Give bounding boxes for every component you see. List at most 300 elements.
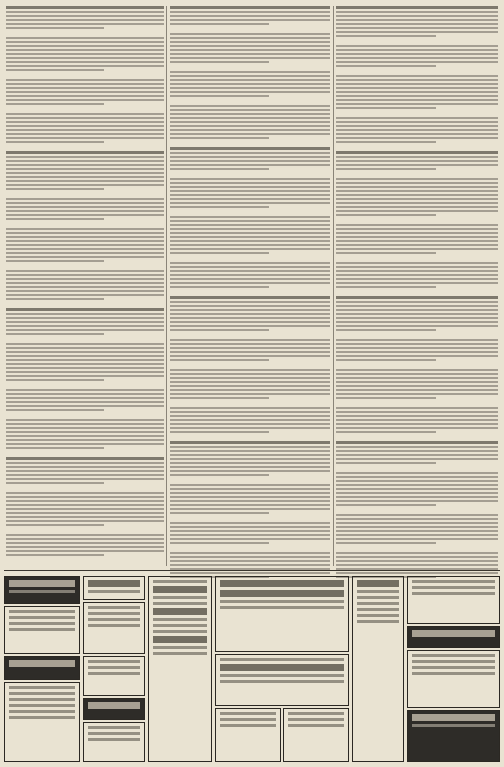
text-line: [170, 216, 330, 218]
text-line: [336, 65, 436, 67]
text-line: [6, 232, 164, 234]
text-line: [170, 530, 330, 532]
text-line: [170, 11, 330, 13]
text-line: [336, 87, 498, 89]
text-line: [6, 500, 164, 502]
text-line: [170, 534, 330, 536]
text-line: [336, 45, 498, 47]
text-line: [336, 504, 436, 506]
article-paragraph: [336, 296, 498, 331]
text-line: [6, 282, 164, 284]
text-line: [170, 564, 330, 566]
text-line: [336, 305, 498, 307]
text-line: [6, 260, 104, 262]
text-line: [336, 95, 498, 97]
text-line: [6, 431, 164, 433]
text-line: [170, 419, 330, 421]
text-line: [170, 274, 330, 276]
text-line: [336, 121, 498, 123]
text-line: [170, 190, 330, 192]
text-line: [170, 393, 330, 395]
text-line: [170, 301, 330, 303]
text-line: [6, 87, 164, 89]
text-line: [170, 224, 330, 226]
text-line: [170, 220, 330, 222]
text-line: [6, 504, 164, 506]
text-line: [336, 450, 498, 452]
text-line: [6, 333, 104, 335]
text-line: [6, 355, 164, 357]
text-line: [170, 61, 269, 63]
article-paragraph: [336, 369, 498, 399]
article-paragraph: [170, 407, 330, 433]
text-line: [336, 23, 498, 25]
article-column-2: [170, 6, 330, 566]
article-paragraph: [170, 552, 330, 578]
text-line: [170, 109, 330, 111]
text-line: [170, 232, 330, 234]
text-line: [336, 339, 498, 341]
text-line: [6, 462, 164, 464]
text-line: [336, 99, 498, 101]
article-paragraph: [6, 389, 164, 411]
text-line: [6, 447, 104, 449]
text-line: [170, 113, 330, 115]
text-line: [336, 522, 498, 524]
text-line: [336, 472, 498, 474]
text-line: [336, 91, 498, 93]
text-line: [6, 401, 164, 403]
text-line: [170, 53, 330, 55]
article-paragraph: [170, 339, 330, 361]
advertisement: [283, 708, 349, 762]
text-line: [336, 125, 498, 127]
text-line: [336, 325, 498, 327]
text-line: [336, 198, 498, 200]
text-line: [170, 152, 330, 154]
text-line: [6, 542, 164, 544]
text-line: [6, 129, 164, 131]
text-line: [6, 321, 164, 323]
article-paragraph: [6, 113, 164, 143]
text-line: [170, 75, 330, 77]
text-line: [170, 186, 330, 188]
text-line: [6, 325, 164, 327]
article-paragraph: [6, 79, 164, 105]
text-line: [336, 210, 498, 212]
text-line: [336, 27, 498, 29]
text-line: [170, 178, 330, 180]
article-paragraph: [336, 552, 498, 578]
text-line: [6, 121, 164, 123]
text-line: [170, 262, 330, 264]
text-line: [170, 266, 330, 268]
text-line: [170, 95, 269, 97]
text-line: [6, 99, 164, 101]
article-paragraph: [170, 178, 330, 208]
text-line: [6, 351, 164, 353]
text-line: [336, 488, 498, 490]
text-line: [336, 572, 498, 574]
advertisement: [407, 626, 500, 648]
article-paragraph: [336, 75, 498, 109]
text-line: [336, 236, 498, 238]
text-line: [336, 393, 498, 395]
article-paragraph: [336, 441, 498, 464]
advertisement: [407, 576, 500, 624]
text-line: [336, 301, 498, 303]
text-line: [336, 411, 498, 413]
text-line: [6, 367, 164, 369]
text-line: [336, 133, 498, 135]
text-line: [336, 190, 498, 192]
text-line: [170, 423, 330, 425]
text-line: [6, 308, 164, 311]
article-paragraph: [6, 534, 164, 556]
text-line: [6, 278, 164, 280]
text-line: [170, 317, 330, 319]
text-line: [336, 381, 498, 383]
text-line: [170, 454, 330, 456]
text-line: [6, 252, 164, 254]
text-line: [170, 87, 330, 89]
text-line: [336, 351, 498, 353]
text-line: [170, 19, 330, 21]
text-line: [170, 33, 330, 35]
text-line: [336, 431, 436, 433]
text-line: [336, 441, 498, 444]
text-line: [6, 156, 164, 158]
text-line: [6, 371, 164, 373]
text-line: [170, 202, 330, 204]
article-paragraph: [336, 45, 498, 67]
text-line: [170, 244, 330, 246]
advertisement: [83, 656, 145, 696]
text-line: [336, 286, 436, 288]
text-line: [6, 393, 164, 395]
text-line: [336, 214, 436, 216]
text-line: [6, 202, 164, 204]
text-line: [6, 214, 164, 216]
text-line: [170, 512, 269, 514]
text-line: [336, 240, 498, 242]
text-line: [336, 538, 498, 540]
article-paragraph: [336, 514, 498, 544]
text-line: [336, 224, 498, 226]
text-line: [336, 244, 498, 246]
text-line: [6, 15, 164, 17]
text-line: [336, 83, 498, 85]
text-line: [170, 446, 330, 448]
text-line: [170, 347, 330, 349]
article-paragraph: [6, 198, 164, 220]
text-line: [336, 500, 498, 502]
article-paragraph: [6, 37, 164, 71]
article-paragraph: [6, 228, 164, 262]
text-line: [6, 184, 164, 186]
text-line: [336, 296, 498, 299]
article-paragraph: [170, 369, 330, 399]
text-line: [6, 41, 164, 43]
text-line: [336, 79, 498, 81]
text-line: [170, 538, 330, 540]
text-line: [336, 321, 498, 323]
article-paragraph: [6, 492, 164, 526]
text-line: [170, 411, 330, 413]
text-line: [6, 137, 164, 139]
text-line: [170, 240, 330, 242]
article-paragraph: [170, 262, 330, 288]
text-line: [336, 15, 498, 17]
text-line: [170, 427, 330, 429]
text-line: [6, 457, 164, 460]
text-line: [6, 474, 164, 476]
article-paragraph: [6, 419, 164, 449]
text-line: [336, 397, 436, 399]
text-line: [336, 107, 436, 109]
text-line: [6, 176, 164, 178]
text-line: [170, 79, 330, 81]
text-line: [170, 407, 330, 409]
text-line: [6, 363, 164, 365]
article-paragraph: [170, 105, 330, 139]
text-line: [336, 458, 498, 460]
text-line: [336, 168, 436, 170]
article-paragraph: [170, 522, 330, 544]
text-line: [170, 156, 330, 158]
advertisement: [407, 650, 500, 708]
text-line: [6, 151, 164, 154]
text-line: [170, 415, 330, 417]
text-line: [6, 53, 164, 55]
text-line: [336, 278, 498, 280]
article-paragraph: [6, 270, 164, 300]
text-line: [336, 492, 498, 494]
text-line: [6, 317, 164, 319]
column-divider: [333, 6, 334, 566]
text-line: [6, 405, 164, 407]
article-paragraph: [336, 151, 498, 170]
text-line: [170, 6, 330, 9]
text-line: [170, 397, 269, 399]
text-line: [170, 57, 330, 59]
text-line: [6, 419, 164, 421]
text-line: [336, 248, 498, 250]
text-line: [170, 49, 330, 51]
text-line: [170, 164, 330, 166]
text-line: [6, 409, 104, 411]
text-line: [170, 83, 330, 85]
article-paragraph: [170, 147, 330, 170]
article-paragraph: [6, 343, 164, 381]
text-line: [336, 369, 498, 371]
paragraph-gap: [6, 558, 164, 564]
text-line: [336, 389, 498, 391]
section-divider: [4, 570, 500, 571]
text-line: [336, 103, 498, 105]
text-line: [170, 492, 330, 494]
text-line: [336, 164, 498, 166]
text-line: [6, 546, 164, 548]
text-line: [6, 113, 164, 115]
text-line: [336, 141, 436, 143]
text-line: [336, 266, 498, 268]
text-line: [170, 500, 330, 502]
advertisement: [4, 606, 80, 654]
text-line: [170, 484, 330, 486]
text-line: [170, 117, 330, 119]
text-line: [170, 248, 330, 250]
text-line: [6, 79, 164, 81]
text-line: [6, 125, 164, 127]
text-line: [6, 435, 164, 437]
text-line: [170, 278, 330, 280]
text-line: [170, 552, 330, 554]
text-line: [170, 488, 330, 490]
advertisement-section: [4, 576, 500, 763]
text-line: [336, 35, 436, 37]
text-line: [6, 423, 164, 425]
text-line: [6, 286, 164, 288]
text-line: [170, 504, 330, 506]
text-line: [6, 218, 104, 220]
text-line: [336, 552, 498, 554]
text-line: [336, 496, 498, 498]
text-line: [6, 482, 104, 484]
text-line: [6, 91, 164, 93]
text-line: [336, 282, 498, 284]
text-line: [6, 37, 164, 39]
article-column-1: [6, 6, 164, 566]
text-line: [170, 147, 330, 150]
text-line: [170, 496, 330, 498]
article-column-3: [336, 6, 498, 566]
text-line: [336, 480, 498, 482]
text-line: [170, 121, 330, 123]
text-line: [170, 389, 330, 391]
text-line: [170, 168, 269, 170]
text-line: [170, 458, 330, 460]
text-line: [6, 347, 164, 349]
text-line: [6, 27, 104, 29]
advertisement: [215, 576, 349, 652]
text-line: [336, 373, 498, 375]
text-line: [336, 262, 498, 264]
text-line: [336, 137, 498, 139]
text-line: [6, 57, 164, 59]
article-paragraph: [336, 339, 498, 361]
text-line: [170, 270, 330, 272]
text-line: [170, 137, 269, 139]
advertisement: [352, 576, 404, 762]
text-line: [6, 524, 104, 526]
text-line: [6, 69, 104, 71]
text-line: [6, 95, 164, 97]
text-line: [170, 282, 330, 284]
text-line: [6, 236, 164, 238]
article-paragraph: [336, 117, 498, 143]
article-paragraph: [336, 6, 498, 37]
text-line: [6, 45, 164, 47]
text-line: [336, 129, 498, 131]
text-line: [336, 313, 498, 315]
text-line: [336, 117, 498, 119]
advertisement: [215, 708, 281, 762]
advertisement: [407, 710, 500, 762]
text-line: [6, 160, 164, 162]
text-line: [6, 470, 164, 472]
text-line: [170, 41, 330, 43]
text-line: [170, 198, 330, 200]
text-line: [170, 466, 330, 468]
text-line: [6, 389, 164, 391]
text-line: [336, 385, 498, 387]
text-line: [170, 572, 330, 574]
text-line: [6, 520, 164, 522]
text-line: [336, 194, 498, 196]
text-line: [6, 329, 164, 331]
text-line: [6, 206, 164, 208]
text-line: [336, 564, 498, 566]
text-line: [170, 462, 330, 464]
text-line: [170, 321, 330, 323]
text-line: [6, 256, 164, 258]
text-line: [170, 252, 269, 254]
text-line: [336, 542, 436, 544]
text-line: [336, 206, 498, 208]
text-line: [336, 518, 498, 520]
text-line: [170, 129, 330, 131]
text-line: [336, 57, 498, 59]
article-paragraph: [170, 71, 330, 97]
text-line: [6, 240, 164, 242]
text-line: [6, 188, 104, 190]
text-line: [336, 309, 498, 311]
text-line: [6, 313, 164, 315]
text-line: [336, 556, 498, 558]
article-paragraph: [336, 472, 498, 506]
text-line: [6, 397, 164, 399]
text-line: [6, 133, 164, 135]
text-line: [336, 49, 498, 51]
text-line: [170, 377, 330, 379]
text-line: [6, 492, 164, 494]
text-line: [170, 182, 330, 184]
text-line: [336, 19, 498, 21]
text-line: [336, 182, 498, 184]
article-paragraph: [336, 178, 498, 216]
advertisement: [215, 654, 349, 706]
text-line: [170, 441, 330, 444]
text-line: [336, 6, 498, 9]
text-line: [6, 61, 164, 63]
text-line: [170, 329, 269, 331]
text-line: [170, 194, 330, 196]
text-line: [170, 37, 330, 39]
text-line: [170, 560, 330, 562]
text-line: [6, 375, 164, 377]
text-line: [336, 407, 498, 409]
text-line: [170, 508, 330, 510]
text-line: [170, 325, 330, 327]
text-line: [336, 462, 436, 464]
text-line: [170, 351, 330, 353]
advertisement: [83, 698, 145, 720]
text-line: [6, 83, 164, 85]
text-line: [336, 11, 498, 13]
text-line: [336, 329, 436, 331]
text-line: [6, 512, 164, 514]
